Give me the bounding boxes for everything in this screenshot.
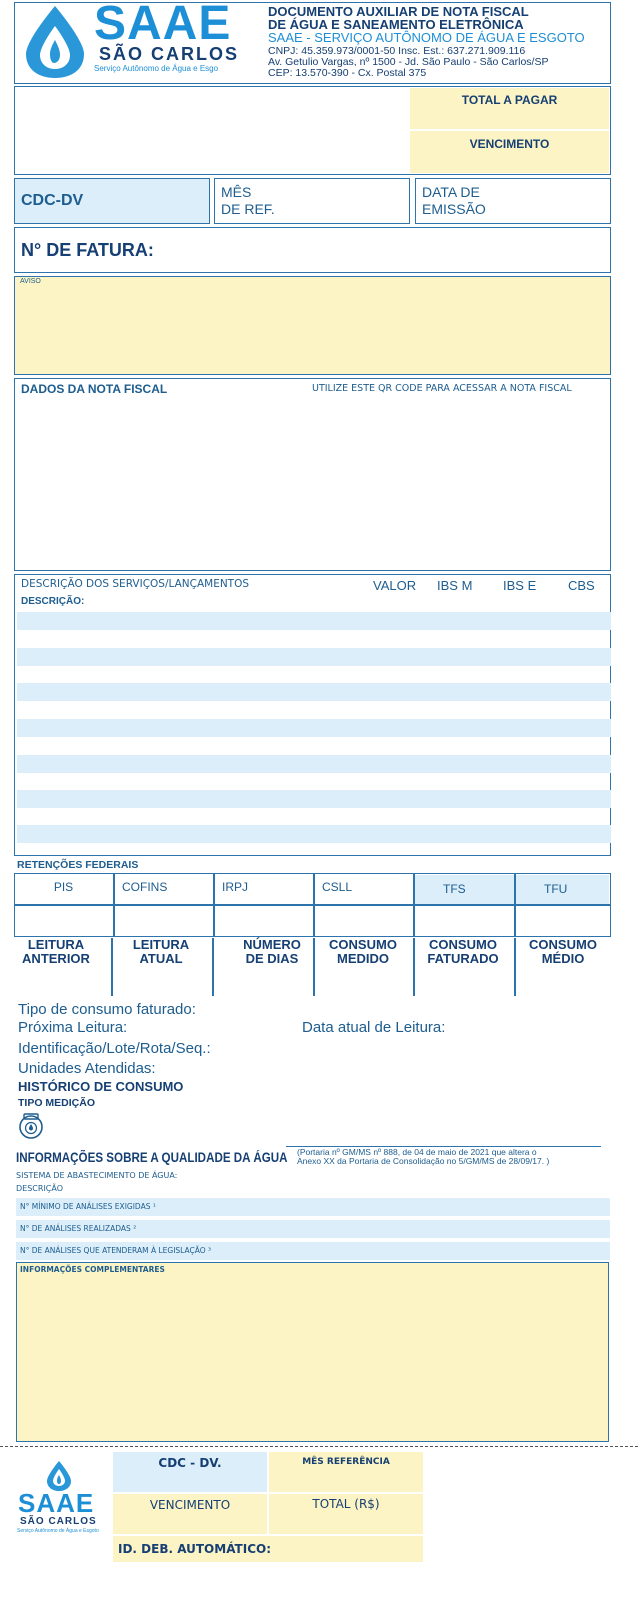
- measure-type-label: TIPO MEDIÇÃO: [18, 1097, 96, 1109]
- retention-col-divider: [514, 873, 516, 937]
- fiscal-box: [14, 378, 611, 571]
- notice-box: [14, 276, 611, 375]
- service-row: [17, 790, 611, 808]
- reading-current: [113, 938, 209, 966]
- stub-total-label: TOTAL (R$): [312, 1497, 380, 1511]
- doc-title-1: DOCUMENTO AUXILIAR DE NOTA FISCAL: [268, 4, 529, 19]
- consumption-average-line2: MÉDIO: [541, 951, 585, 966]
- retention-col-divider: [213, 873, 215, 937]
- reading-previous: [14, 938, 98, 966]
- logo-city: SÃO CARLOS: [99, 44, 240, 64]
- consumption-measured: [314, 938, 412, 966]
- ident-label: Identificação/Lote/Rota/Seq.:: [18, 1040, 211, 1057]
- cep-line: CEP: 13.570-390 - Cx. Postal 375: [268, 67, 427, 79]
- portaria-line1: (Portaria nº GM/MS nº 888, de 04 de maio de 2021 que altera o: [297, 1147, 537, 1157]
- reading-previous-line2: ANTERIOR: [22, 951, 90, 966]
- stub-due-label: VENCIMENTO: [149, 1498, 231, 1512]
- stub-logo-text: SAAE: [18, 1488, 95, 1518]
- service-row: [17, 825, 611, 843]
- cut-line: [0, 1446, 638, 1447]
- retention-pis: PIS: [53, 880, 74, 894]
- cnpj-line: CNPJ: 45.359.973/0001-50 Insc. Est.: 637.271.909.116: [268, 45, 526, 57]
- reading-days: [224, 938, 320, 966]
- reading-days-line1: NÚMERO: [243, 937, 301, 952]
- analyses-compliant-label: N° DE ANÁLISES QUE ATENDERAM À LEGISLAÇÃO ³: [20, 1246, 212, 1255]
- address-line: Av. Getulio Vargas, nº 1500 - Jd. São Paulo - São Carlos/SP: [268, 56, 549, 68]
- consumption-billed: [413, 938, 513, 966]
- history-title: HISTÓRICO DE CONSUMO: [18, 1079, 184, 1094]
- month-ref-line2: DE REF.: [221, 201, 275, 217]
- stub-logo-tagline: Serviço Autônomo de Água e Esgoto: [17, 1528, 99, 1534]
- stub-auto-debit-label: ID. DEB. AUTOMÁTICO:: [118, 1542, 272, 1556]
- units-label: Unidades Atendidas:: [18, 1060, 156, 1077]
- quality-title: INFORMAÇÕES SOBRE A QUALIDADE DA ÁGUA: [16, 1150, 288, 1165]
- stub-cdc-label: CDC - DV.: [158, 1456, 222, 1470]
- consumption-type-label: Tipo de consumo faturado:: [18, 1001, 196, 1018]
- retention-cofins: COFINS: [122, 880, 168, 894]
- col-cbs: CBS: [568, 578, 595, 593]
- consumption-measured-line1: CONSUMO: [329, 937, 397, 952]
- cdc-label: CDC-DV: [21, 192, 84, 209]
- issue-date-line2: EMISSÃO: [422, 201, 486, 217]
- issue-date-line1: DATA DE: [422, 184, 480, 200]
- stub-month-label: MÊS REFERÊNCIA: [302, 1457, 390, 1467]
- col-ibs-m: IBS M: [437, 578, 473, 593]
- retentions-title: RETENÇÕES FEDERAIS: [17, 859, 139, 871]
- current-reading-label: Data atual de Leitura:: [302, 1019, 446, 1036]
- fiscal-title: DADOS DA NOTA FISCAL: [21, 382, 168, 396]
- consumption-billed-line1: CONSUMO: [429, 937, 497, 952]
- reading-previous-line1: LEITURA: [27, 937, 85, 952]
- reading-current-line1: LEITURA: [132, 937, 190, 952]
- total-to-pay-label: TOTAL A PAGAR: [461, 93, 558, 107]
- col-valor: VALOR: [373, 578, 417, 593]
- service-row: [17, 648, 611, 666]
- service-row: [17, 612, 611, 630]
- reading-days-line2: DE DIAS: [245, 951, 299, 966]
- stub-logo-city: SÃO CARLOS: [20, 1516, 97, 1527]
- min-analyses-label: N° MÍNIMO DE ANÁLISES EXIGIDAS ¹: [20, 1202, 156, 1211]
- analyses-done-label: N° DE ANÁLISES REALIZADAS ²: [20, 1224, 137, 1233]
- retention-col-divider: [413, 873, 415, 937]
- reading-current-line2: ATUAL: [139, 951, 183, 966]
- consumption-average-line1: CONSUMO: [529, 937, 597, 952]
- consumption-billed-line2: FATURADO: [427, 951, 499, 966]
- doc-title-2: DE ÁGUA E SANEAMENTO ELETRÔNICA: [268, 17, 524, 32]
- service-row: [17, 719, 611, 737]
- retention-col-divider: [113, 873, 115, 937]
- next-reading-label: Próxima Leitura:: [18, 1019, 128, 1036]
- retention-tfs: TFS: [443, 882, 466, 896]
- qr-hint: UTILIZE ESTE QR CODE PARA ACESSAR A NOTA FISCAL: [312, 383, 572, 394]
- reading-divider: [212, 938, 214, 996]
- month-ref-line1: MÊS: [221, 184, 252, 200]
- service-row: [17, 755, 611, 773]
- water-meter-icon: [18, 1112, 44, 1140]
- invoice-label: N° DE FATURA:: [21, 240, 154, 260]
- retention-irpj: IRPJ: [222, 880, 249, 894]
- services-title: DESCRIÇÃO DOS SERVIÇOS/LANÇAMENTOS: [21, 578, 250, 590]
- complementary-label: INFORMAÇÕES COMPLEMENTARES: [20, 1265, 165, 1274]
- quality-desc-label: DESCRIÇÃO: [16, 1184, 64, 1193]
- col-ibs-e: IBS E: [503, 578, 537, 593]
- logo-tagline: Serviço Autônomo de Água e Esgo: [94, 64, 219, 73]
- consumption-measured-line2: MEDIDO: [337, 951, 389, 966]
- water-system-label: SISTEMA DE ABASTECIMENTO DE ÁGUA:: [16, 1171, 178, 1180]
- service-row: [17, 683, 611, 701]
- logo-text: SAAE: [94, 0, 232, 50]
- retention-col-divider: [313, 873, 315, 937]
- notice-label: AVISO: [20, 278, 41, 285]
- org-name: SAAE - SERVIÇO AUTÔNOMO DE ÁGUA E ESGOTO: [268, 30, 585, 45]
- portaria-line2: Anexo XX da Portaria de Consolidação no 5/GM/MS de 28/09/17. ): [297, 1156, 550, 1166]
- retention-csll: CSLL: [322, 880, 353, 894]
- consumption-average: [515, 938, 611, 966]
- water-drop-logo: [20, 4, 90, 80]
- services-desc-header: DESCRIÇÃO:: [21, 596, 85, 607]
- retention-tfu: TFU: [544, 882, 568, 896]
- complementary-box: [16, 1262, 609, 1442]
- due-date-label: VENCIMENTO: [469, 137, 550, 151]
